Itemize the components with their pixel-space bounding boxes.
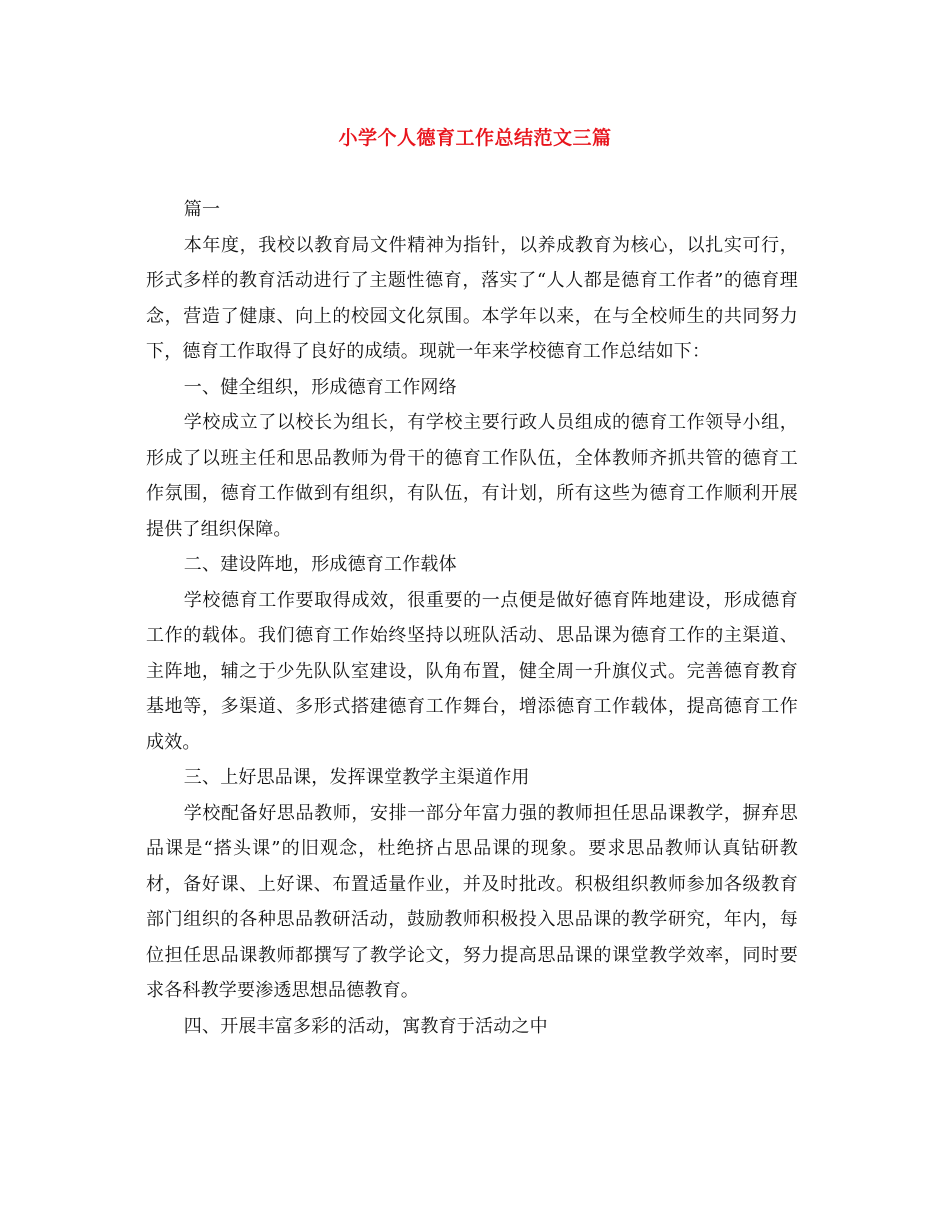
- section-heading-4: 四、开展丰富多彩的活动，寓教育于活动之中: [183, 1015, 548, 1037]
- section-label: 篇一: [183, 199, 221, 220]
- section-heading-3: 三、上好思品课，发挥课堂教学主渠道作用: [183, 767, 530, 788]
- document-title: 小学个人德育工作总结范文三篇: [338, 127, 612, 149]
- section-paragraph-1: 学校成立了以校长为组长，有学校主要行政人员组成的德育工作领导小组，形成了以班主任和思品教师为骨干的德育工作队伍，全体教师齐抓共管的德育工作氛围，德育工作做到有组织，有队伍，有计划，所有这些为德育工作顺利开展提供了组织保障。: [146, 412, 798, 540]
- section-paragraph-2: 学校德育工作要取得成效，很重要的一点便是做好德育阵地建设，形成德育工作的载体。我们德育工作始终坚持以班队活动、思品课为德育工作的主渠道、主阵地，辅之于少先队队室建设，队角布置，健全周一升旗仪式。完善德育教育基地等，多渠道、多形式搭建德育工作舞台，增添德育工作载体，提高德育工作成效。: [146, 589, 798, 753]
- section-heading-1: 一、健全组织，形成德育工作网络: [183, 376, 457, 398]
- section-paragraph-3: 学校配备好思品教师，安排一部分年富力强的教师担任思品课教学，摒弃思品课是“搭头课”的旧观念，杜绝挤占思品课的现象。要求思品教师认真钻研教材，备好课、上好课、布置适量作业，并及时批改。积极组织教师参加各级教育部门组织的各种思品教研活动，鼓励教师积极投入思品课的教学研究，年内，每位担任思品课教师都撰写了教学论文，努力提高思品课的课堂教学效率，同时要求各科教学要渗透思想品德教育。: [146, 802, 798, 1001]
- document-body: [146, 192, 798, 1044]
- intro-paragraph: 本年度，我校以教育局文件精神为指针，以养成教育为核心，以扎实可行，形式多样的教育活动进行了主题性德育，落实了“人人都是德育工作者”的德育理念，营造了健康、向上的校园文化氛围。本学年以来，在与全校师生的共同努力下，德育工作取得了良好的成绩。现就一年来学校德育工作总结如下：: [146, 234, 798, 362]
- section-heading-2: 二、建设阵地，形成德育工作载体: [183, 554, 457, 575]
